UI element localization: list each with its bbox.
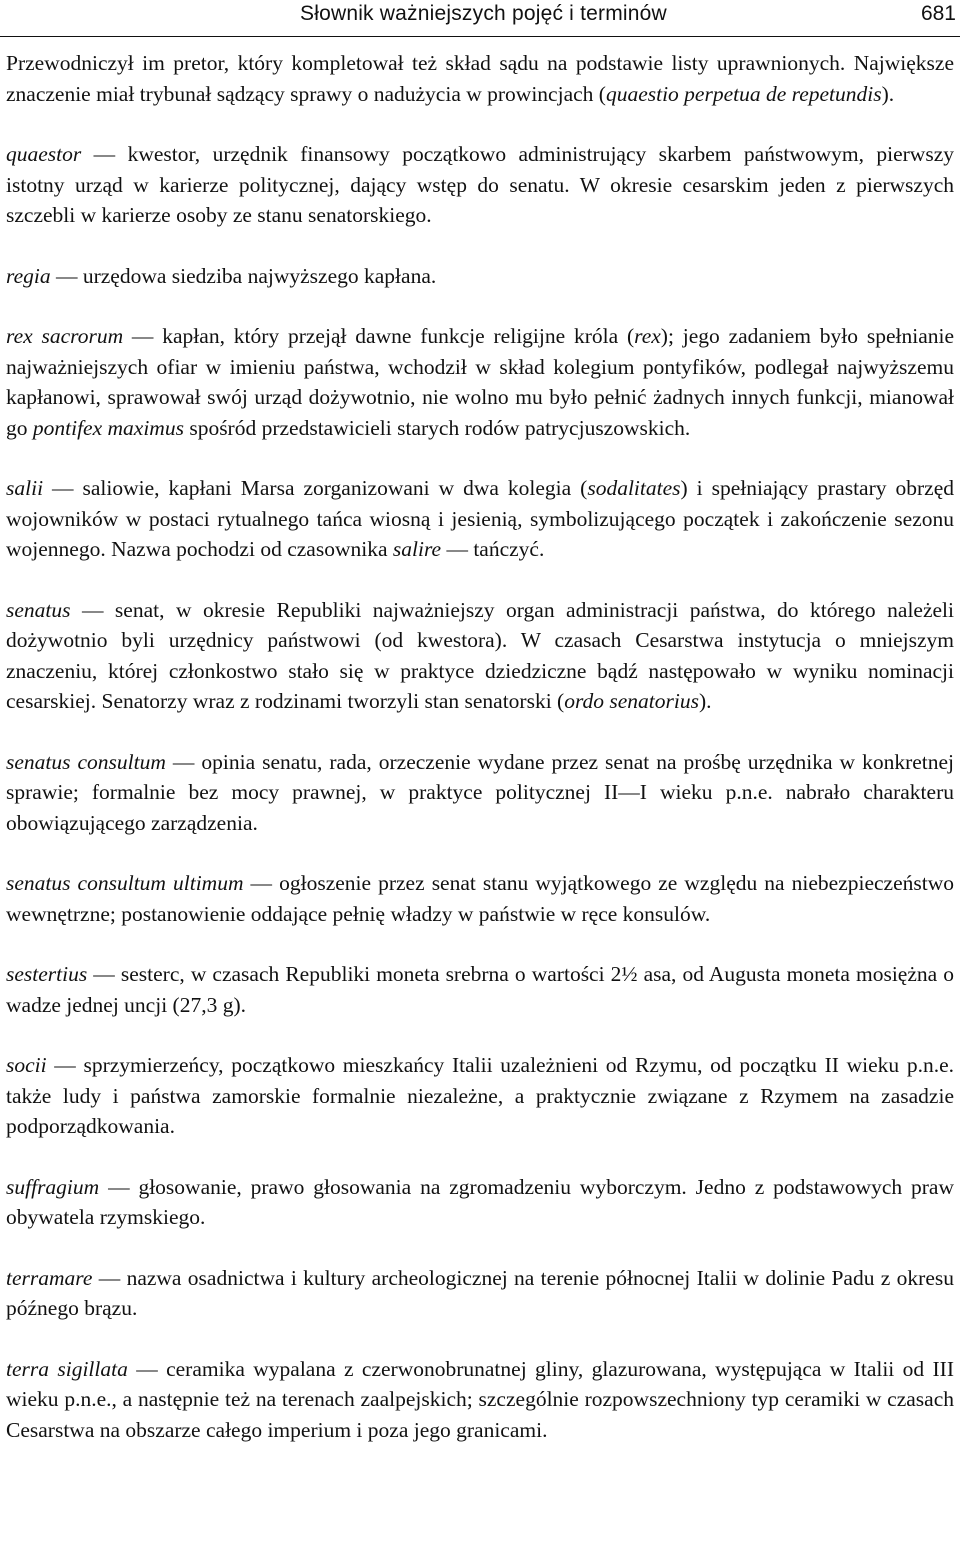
intro-emphasis: quaestio perpetua de repetundis: [605, 81, 882, 106]
entry-terra-sigillata: [6, 1354, 954, 1446]
entry-definition: — głosowanie, prawo głosowania na zgromadzeniu wyborczym. Jedno z podstawowych praw obywatela rzymskiego.: [6, 1174, 954, 1229]
entry-quaestor: [6, 139, 954, 231]
entry-terramare: [6, 1263, 954, 1324]
entry-term: senatus: [6, 597, 71, 622]
entry-socii: [6, 1050, 954, 1142]
entry-definition: — kwestor, urzędnik finansowy początkowo administrujący skarbem państwowym, pierwszy istotny urząd w karierze politycznej, dający wstęp do senatu. W okresie cesarskim jeden z pierwszych szczebli w karierze osoby ze stanu senatorskiego.: [6, 142, 954, 227]
entry-term: rex sacrorum: [6, 324, 124, 348]
entry-regia: [6, 261, 954, 292]
intro-text-2: ).: [881, 81, 895, 106]
intro-text-1: Przewodniczył im pretor, który kompletował też skład sądu na podstawie listy uprawnionych. Największe znaczenie miał trybunał sądzący sprawy o nadużycia w prowincjach (: [6, 51, 954, 106]
entry-senatus-consultum-ultimum: [6, 868, 954, 929]
entry-definition: — ogłoszenie przez senat stanu wyjątkowego ze względu na niebezpieczeństwo wewnętrzne; postanowienie oddające pełnię władzy w państwie w ręce konsulów.: [6, 871, 955, 926]
entry-emphasis: rex: [634, 324, 661, 348]
entry-definition: — sprzymierzeńcy, początkowo mieszkańcy Italii uzależnieni od Rzymu, od początku II wieku p.n.e. także ludy i państwa zamorskie formalnie niezależne, a praktycznie związane z Rzymem na zasadzie podporządkowania.: [6, 1053, 954, 1138]
entry-term: terra sigillata: [6, 1356, 128, 1381]
entry-rex-sacrorum: [6, 321, 954, 443]
entry-definition: — nazwa osadnictwa i kultury archeologicznej na terenie północnej Italii w dolinie Padu z okresu późnego brązu.: [6, 1265, 954, 1320]
entry-emphasis: salire: [392, 537, 442, 561]
entry-definition: — saliowie, kapłani Marsa zorganizowani w dwa kolegia (: [43, 476, 588, 500]
entry-definition: — kapłan, który przejął dawne funkcje religijne króla (: [123, 324, 635, 348]
continued-paragraph: [6, 48, 954, 109]
entry-term: quaestor: [6, 142, 82, 166]
entry-term: sestertius: [6, 962, 88, 986]
entry-suffragium: [6, 1172, 954, 1233]
page-number: 681: [920, 2, 956, 25]
entry-definition: — ceramika wypalana z czerwonobrunatnej gliny, glazurowana, występująca w Italii od III wieku p.n.e., a następnie też na terenach zaalpejskich; szczególnie rozpowszechniony typ ceramiki w czasach Cesarstwa na obszarze całego imperium i poza jego granicami.: [6, 1356, 955, 1442]
entry-salii: [6, 473, 954, 565]
entry-definition: spośród przedstawicieli starych rodów patrycjuszowskich.: [183, 415, 691, 440]
entry-senatus: [6, 595, 954, 717]
entry-emphasis: pontifex maximus: [32, 415, 184, 440]
entry-term: senatus consultum ultimum: [6, 871, 244, 895]
entry-sestertius: [6, 959, 954, 1020]
entry-term: salii: [6, 476, 44, 500]
entry-term: socii: [6, 1053, 47, 1077]
entry-definition: ); jego zadaniem było spełnianie najważniejszych ofiar w imieniu państwa, wchodził w skład kolegium pontyfików, podlegał najwyższemu kapłanowi, sprawował swój urząd dożywotnio, nie wolno mu było pełnić żadnych innych funkcji, mianował go: [6, 324, 955, 440]
glossary-content: [6, 48, 954, 1475]
entry-definition: — sesterc, w czasach Republiki moneta srebrna o wartości 2½ asa, od Augusta moneta mosiężna o wadze jednej uncji (27,3 g).: [6, 962, 954, 1017]
entry-term: terramare: [6, 1265, 93, 1290]
entry-definition: — opinia senatu, rada, orzeczenie wydane przez senat na prośbę urzędnika w konkretnej sprawie; formalnie bez mocy prawnej, w praktyce politycznej II—I wieku p.n.e. nabrało charakteru obowiązującego zarządzenia.: [6, 749, 955, 835]
running-header: [0, 0, 960, 37]
entry-senatus-consultum: [6, 747, 954, 839]
entry-emphasis: ordo senatorius: [564, 689, 699, 713]
running-title: Słownik ważniejszych pojęć i terminów: [300, 2, 667, 25]
entry-definition: — tańczyć.: [441, 537, 545, 561]
entry-emphasis: sodalitates: [587, 476, 681, 500]
entry-term: senatus consultum: [6, 749, 166, 774]
entry-definition: — urzędowa siedziba najwyższego kapłana.: [50, 263, 437, 288]
entry-definition: — senat, w okresie Republiki najważniejszy organ administracji państwa, do którego należeli dożywotnio byli urzędnicy państwowi (od kwestora). W czasach Cesarstwa instytucja o mniejszym znaczeniu, której członkostwo stało się w praktyce dziedziczne bądź następowało w wyniku nominacji cesarskiej. Senatorzy wraz z rodzinami tworzyli stan senatorski (: [6, 597, 954, 713]
entry-term: regia: [6, 263, 51, 288]
entry-definition: ).: [699, 689, 712, 713]
entry-definition: ) i spełniający prastary obrzęd wojowników w postaci rytualnego tańca wiosną i jesienią, symbolizującego początek i zakończenie sezonu wojennego. Nazwa pochodzi od czasownika: [6, 476, 954, 561]
entry-term: suffragium: [6, 1174, 100, 1199]
